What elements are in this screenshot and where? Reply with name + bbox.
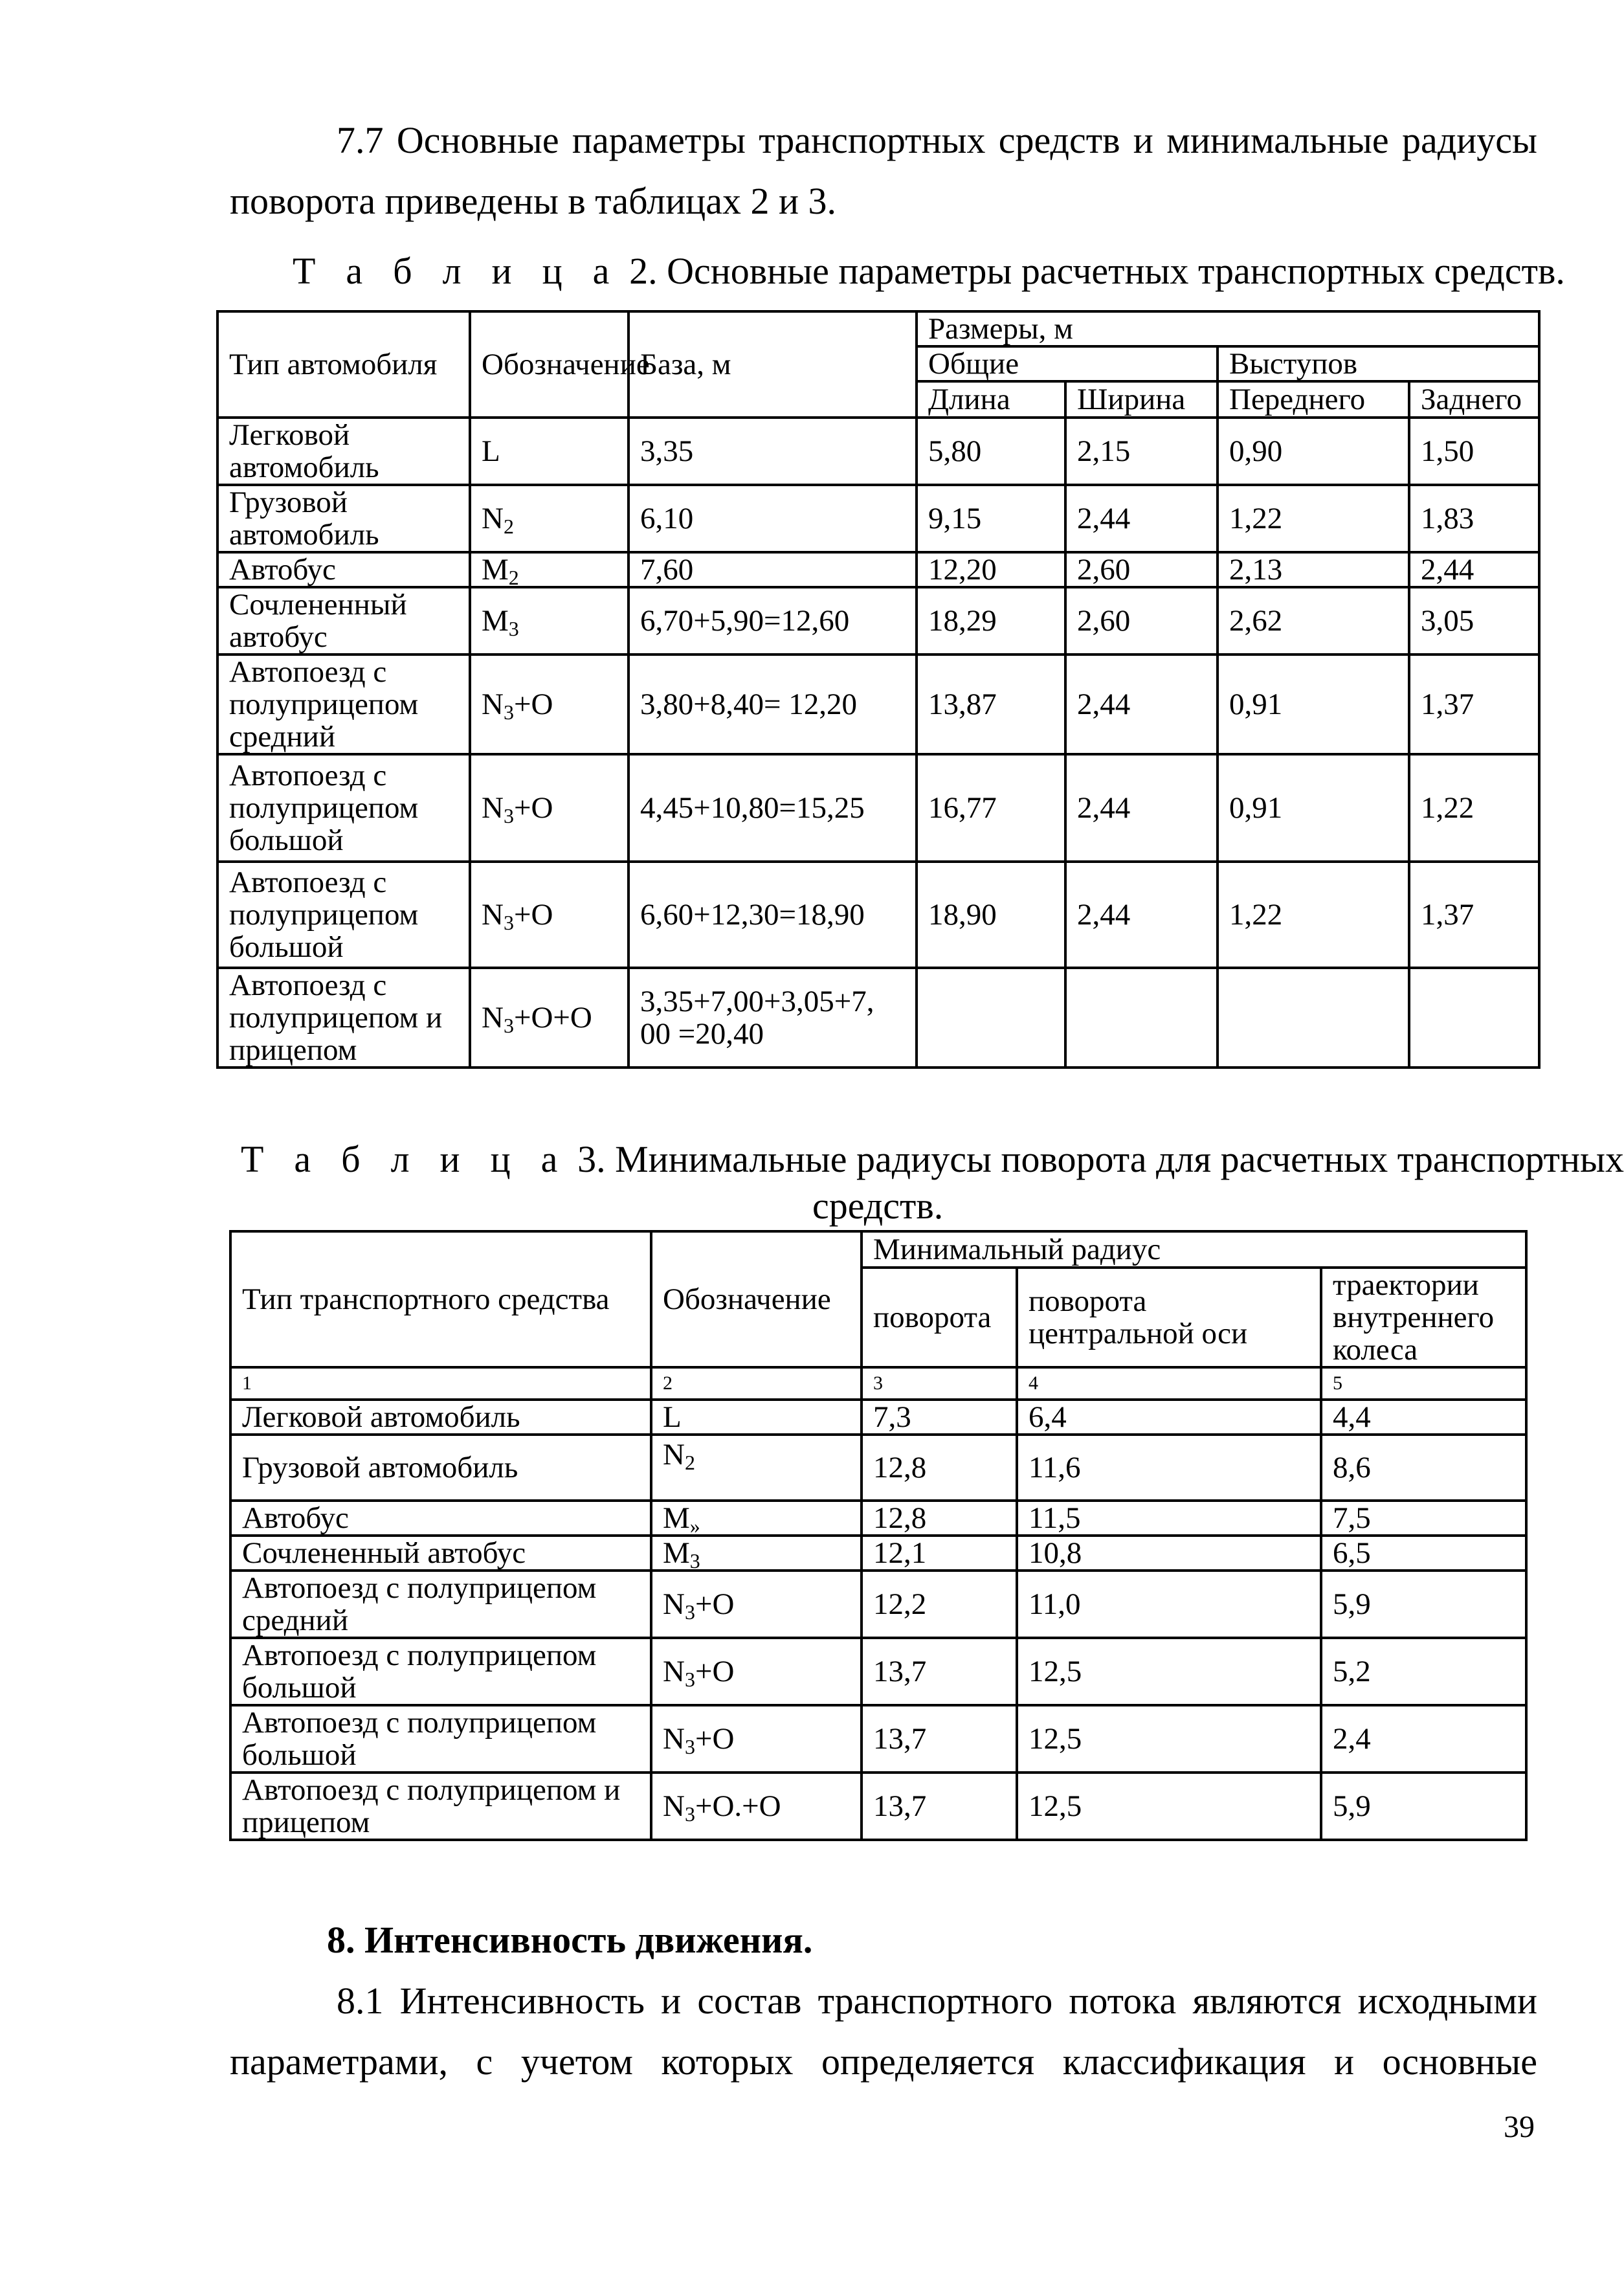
table2-caption-label: Т а б л и ц а [293,250,620,292]
cell-type: Автопоезд с полуприцепом большой [230,1705,651,1773]
section8-line-2: параметрами, с учетом которых определяется классификация и основные [230,2041,1537,2083]
cell-length: 13,87 [917,654,1065,754]
cell-base: 7,60 [628,552,917,587]
cell-center-axis: 12,5 [1017,1773,1321,1840]
cell-designation: $N_3+O$ [470,754,628,862]
cell-width: 2,60 [1065,587,1218,654]
cell-type: Автобус [217,552,470,587]
header-vehicle-type: Тип транспортного средства [230,1231,651,1367]
cell-front: 0,90 [1218,418,1409,485]
cell-designation: $M_»$ [651,1501,862,1536]
header-min-radius: Минимальный радиус [862,1231,1526,1268]
header-vehicle-type: Тип автомобиля [217,311,470,418]
cell-rear: 1,83 [1409,485,1539,552]
cell-type: Автопоезд с полуприцепом большой [217,862,470,968]
cell-turn: 12,2 [862,1571,1017,1638]
section8-line-1: 8.1 Интенсивность и состав транспортного потока являются исходными [337,1980,1537,2022]
table-row [230,1536,1526,1571]
cell-length: 9,15 [917,485,1065,552]
cell-type: Автопоезд с полуприцепом и прицепом [230,1773,651,1840]
cell-designation: $N_3+O+O$ [470,968,628,1068]
header-designation: Обозначение [651,1231,862,1367]
cell-inner-wheel: 4,4 [1321,1400,1526,1435]
cell-center-axis: 10,8 [1017,1536,1321,1571]
cell-inner-wheel: 5,9 [1321,1571,1526,1638]
cell-length: 5,80 [917,418,1065,485]
cell-length: 16,77 [917,754,1065,862]
cell-type: Автобус [230,1501,651,1536]
table3-caption-text: 3. Минимальные радиусы поворота для расчетных транспортных [577,1138,1624,1180]
table-row [230,1773,1526,1840]
cell-type: Грузовой автомобиль [230,1435,651,1501]
table3-caption [241,1133,1624,1186]
cell-turn: 13,7 [862,1638,1017,1705]
table-row [217,587,1539,654]
cell-type: Автопоезд с полуприцепом средний [230,1571,651,1638]
header-base: База, м [628,311,917,418]
table-min-turning-radii [229,1230,1528,1841]
cell-front: 1,22 [1218,862,1409,968]
cell-rear: 1,50 [1409,418,1539,485]
cell-designation: $N_3+O$ [651,1638,862,1705]
section-heading: 8. Интенсивность движения. [327,1919,813,1961]
table-row [217,754,1539,862]
cell-designation: $N_3+O$ [470,862,628,968]
cell-designation: $N_3+O$ [651,1705,862,1773]
cell-type: Легковой автомобиль [230,1400,651,1435]
header-turn: поворота [862,1268,1017,1367]
cell-width [1065,968,1218,1068]
cell-rear: 1,37 [1409,654,1539,754]
cell-base: 6,10 [628,485,917,552]
cell-turn: 12,8 [862,1501,1017,1536]
cell-inner-wheel: 2,4 [1321,1705,1526,1773]
cell-turn: 12,1 [862,1536,1017,1571]
header-inner-wheel: траектории внутреннего колеса [1321,1268,1526,1367]
table-row [230,1400,1526,1435]
cell-front: 2,62 [1218,587,1409,654]
table-row [230,1638,1526,1705]
intro-line-2: поворота приведены в таблицах 2 и 3. [230,180,836,222]
cell-type: Автопоезд с полуприцепом и прицепом [217,968,470,1068]
table3-caption-label: Т а б л и ц а [241,1138,568,1180]
intro-line-1: 7.7 Основные параметры транспортных средств и минимальные радиусы [337,119,1537,161]
cell-center-axis: 11,0 [1017,1571,1321,1638]
cell-center-axis: 12,5 [1017,1705,1321,1773]
cell-inner-wheel: 5,9 [1321,1773,1526,1840]
header-width: Ширина [1065,381,1218,418]
cell-width: 2,44 [1065,485,1218,552]
cell-rear: 1,37 [1409,862,1539,968]
cell-front [1218,968,1409,1068]
cell-front: 0,91 [1218,754,1409,862]
cell-type: Сочлененный автобус [230,1536,651,1571]
cell-designation: $M_3$ [470,587,628,654]
cell-inner-wheel: 6,5 [1321,1536,1526,1571]
cell-rear: 2,44 [1409,552,1539,587]
cell-front: 0,91 [1218,654,1409,754]
cell-base: 4,45+10,80=15,25 [628,754,917,862]
header-length: Длина [917,381,1065,418]
header-rear: Заднего [1409,381,1539,418]
table-row [217,862,1539,968]
cell-inner-wheel: 5,2 [1321,1638,1526,1705]
table-row [217,968,1539,1068]
cell-width: 2,44 [1065,862,1218,968]
cell-inner-wheel: 7,5 [1321,1501,1526,1536]
cell-center-axis: 11,5 [1017,1501,1321,1536]
cell-type: Автопоезд с полуприцепом большой [217,754,470,862]
table-row [230,1705,1526,1773]
table-row [217,485,1539,552]
cell-center-axis: 12,5 [1017,1638,1321,1705]
cell-rear [1409,968,1539,1068]
cell-base: 3,35+7,00+3,05+7, 00 =20,40 [628,968,917,1068]
header-overall: Общие [917,346,1218,381]
table-row [230,1571,1526,1638]
header-center-axis: поворота центральной оси [1017,1268,1321,1367]
cell-designation: L [470,418,628,485]
table-vehicle-parameters [216,310,1541,1069]
table-row [230,1501,1526,1536]
column-number: 3 [862,1367,1017,1400]
table2-caption [293,245,1565,298]
column-number: 1 [230,1367,651,1400]
table-row [230,1435,1526,1501]
cell-type: Автопоезд с полуприцепом большой [230,1638,651,1705]
cell-type: Автопоезд с полуприцепом средний [217,654,470,754]
cell-width: 2,60 [1065,552,1218,587]
cell-designation: $M_3$ [651,1536,862,1571]
cell-rear: 3,05 [1409,587,1539,654]
cell-front: 1,22 [1218,485,1409,552]
cell-designation: $N_2$ [470,485,628,552]
cell-width: 2,44 [1065,654,1218,754]
cell-turn: 13,7 [862,1705,1017,1773]
cell-base: 3,80+8,40= 12,20 [628,654,917,754]
cell-turn: 7,3 [862,1400,1017,1435]
table2-caption-text: 2. Основные параметры расчетных транспортных средств. [629,250,1565,292]
cell-designation: $N_3+O.+O$ [651,1773,862,1840]
table-row [217,418,1539,485]
cell-base: 3,35 [628,418,917,485]
cell-length: 12,20 [917,552,1065,587]
cell-type: Грузовой автомобиль [217,485,470,552]
cell-center-axis: 11,6 [1017,1435,1321,1501]
page-number: 39 [1504,2110,1535,2144]
cell-turn: 13,7 [862,1773,1017,1840]
cell-designation: $N_2$ [651,1435,862,1501]
header-front: Переднего [1218,381,1409,418]
column-number: 5 [1321,1367,1526,1400]
cell-designation: L [651,1400,862,1435]
cell-length: 18,29 [917,587,1065,654]
column-number: 2 [651,1367,862,1400]
cell-designation: $M_2$ [470,552,628,587]
cell-length [917,968,1065,1068]
table3-caption-cont: средств. [812,1185,944,1227]
cell-center-axis: 6,4 [1017,1400,1321,1435]
table-row [217,552,1539,587]
column-numbers-row [230,1367,1526,1400]
cell-type: Легковой автомобиль [217,418,470,485]
cell-designation: $N_3+O$ [470,654,628,754]
cell-front: 2,13 [1218,552,1409,587]
header-dimensions: Размеры, м [917,311,1539,346]
cell-type: Сочлененный автобус [217,587,470,654]
cell-base: 6,70+5,90=12,60 [628,587,917,654]
header-overhang: Выступов [1218,346,1539,381]
column-number: 4 [1017,1367,1321,1400]
header-designation: Обозначение [470,311,628,418]
cell-turn: 12,8 [862,1435,1017,1501]
table-row [217,654,1539,754]
cell-length: 18,90 [917,862,1065,968]
cell-rear: 1,22 [1409,754,1539,862]
cell-width: 2,44 [1065,754,1218,862]
cell-width: 2,15 [1065,418,1218,485]
cell-inner-wheel: 8,6 [1321,1435,1526,1501]
cell-base: 6,60+12,30=18,90 [628,862,917,968]
cell-designation: $N_3+O$ [651,1571,862,1638]
